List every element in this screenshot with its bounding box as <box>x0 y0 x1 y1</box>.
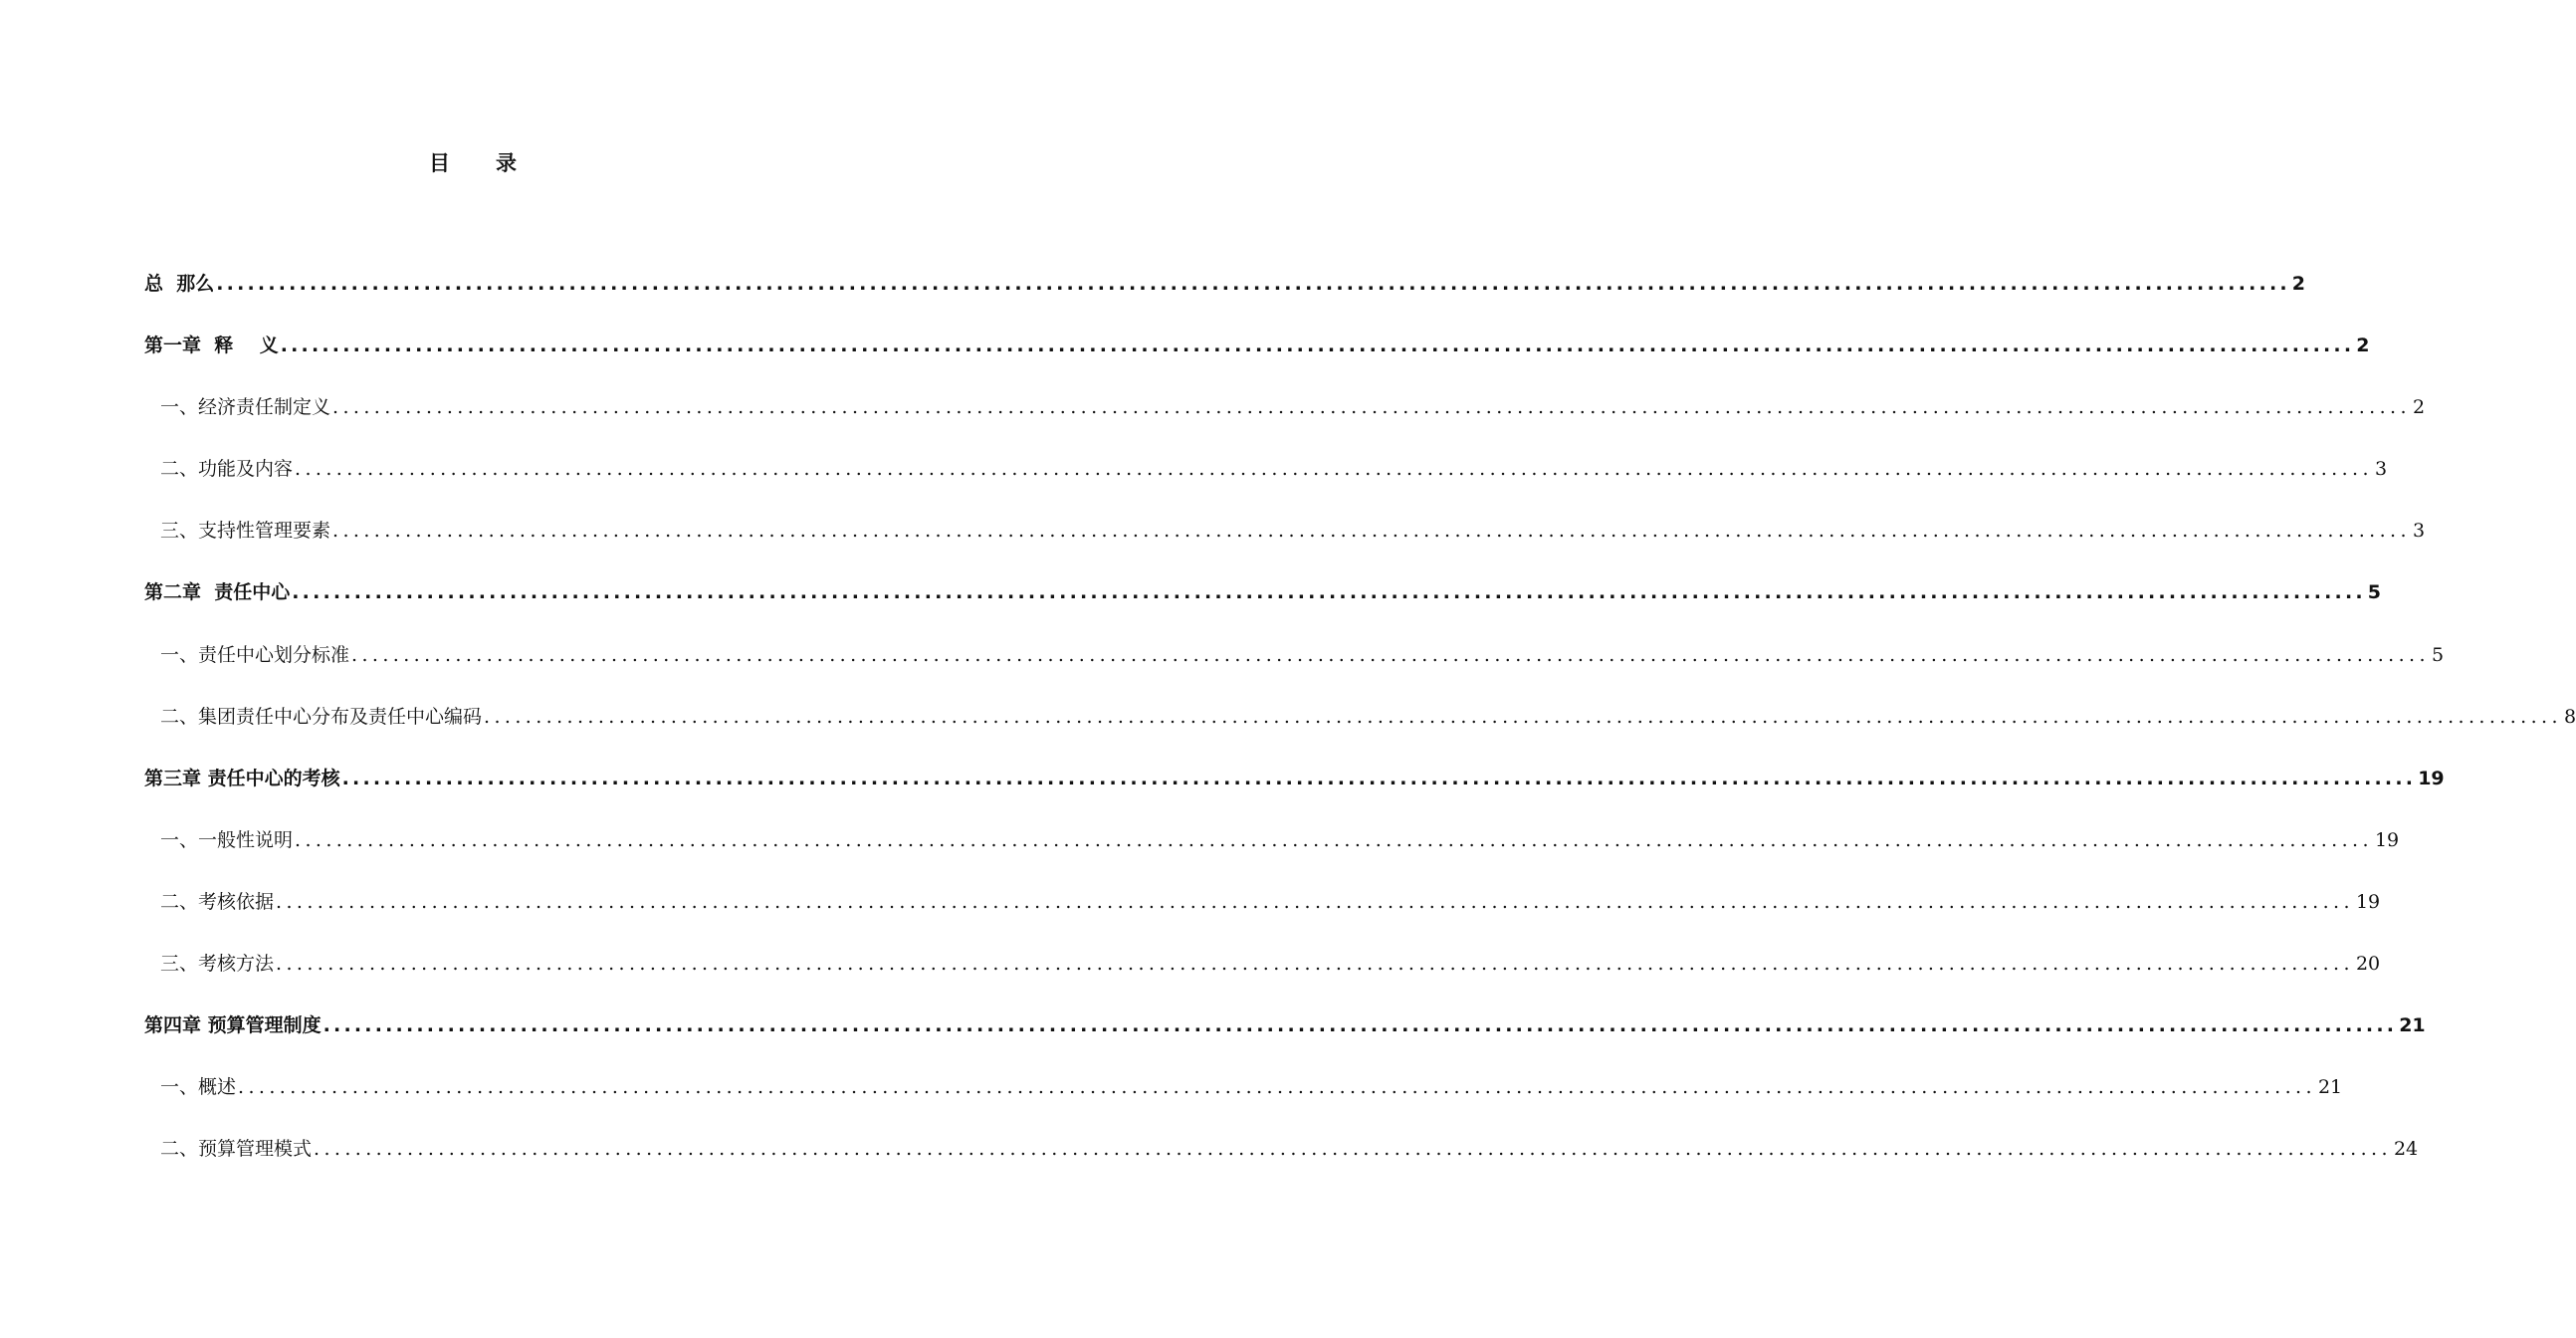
toc-page-number: 3 <box>2374 458 2388 481</box>
toc-page-number: 24 <box>2393 1138 2419 1161</box>
toc-dot-leader: ........................................................................................................................................................................................................ <box>351 643 2430 666</box>
toc-section-entry[interactable] <box>144 949 2381 1010</box>
toc-entry-label: 总 那么 <box>144 273 215 295</box>
toc-dot-leader: ........................................................................................................................................................................................................ <box>238 1076 2316 1099</box>
toc-dot-leader: ........................................................................................................................................................................................................ <box>341 767 2417 789</box>
toc-title <box>0 147 946 177</box>
toc-title-right: 录 <box>496 151 517 175</box>
toc-page-number: 19 <box>2374 828 2400 851</box>
toc-entry-label: 第三章 责任中心的考核 <box>144 767 340 789</box>
toc-page-number: 2 <box>2412 396 2426 419</box>
toc-section-entry[interactable] <box>144 702 2576 764</box>
toc-dot-leader: ........................................................................................................................................................................................................ <box>276 890 2354 913</box>
toc-chapter-entry[interactable] <box>144 331 2370 392</box>
toc-page-number: 2 <box>2291 273 2306 295</box>
toc-dot-leader: ........................................................................................................................................................................................................ <box>295 828 2373 851</box>
toc-entry-label: 一、责任中心划分标准 <box>160 643 350 666</box>
toc-entry-label: 一、经济责任制定义 <box>160 396 331 419</box>
toc-title-left: 目 <box>429 151 450 175</box>
toc-section-entry[interactable] <box>144 516 2426 577</box>
toc-section-entry[interactable] <box>144 640 2445 702</box>
toc-entry-label: 第二章 责任中心 <box>144 581 291 604</box>
toc-page-number: 19 <box>2418 767 2445 789</box>
toc-entry-label: 第一章 释 义 <box>144 334 279 357</box>
toc-dot-leader: ........................................................................................................................................................................................................ <box>216 273 2290 295</box>
toc-entry-label: 三、支持性管理要素 <box>160 520 331 543</box>
toc-chapter-entry[interactable] <box>144 764 2445 825</box>
toc-dot-leader: ........................................................................................................................................................................................................ <box>322 1014 2398 1037</box>
toc-page-number: 21 <box>2317 1076 2343 1099</box>
toc-page-number: 2 <box>2356 334 2370 357</box>
toc-entry-label: 二、功能及内容 <box>160 458 294 481</box>
toc-dot-leader: ........................................................................................................................................................................................................ <box>295 458 2373 481</box>
toc-section-entry[interactable] <box>144 1134 2419 1196</box>
toc-page-number: 20 <box>2355 953 2381 976</box>
toc-entry-label: 第四章 预算管理制度 <box>144 1014 322 1037</box>
toc-section-entry[interactable] <box>144 825 2400 887</box>
toc-section-entry[interactable] <box>144 392 2426 454</box>
toc-entry-label: 一、概述 <box>160 1076 237 1099</box>
toc-section-entry[interactable] <box>144 887 2381 949</box>
toc-entry-label: 二、集团责任中心分布及责任中心编码 <box>160 705 483 728</box>
toc-dot-leader: ........................................................................................................................................................................................................ <box>292 581 2366 604</box>
toc-section-entry[interactable] <box>144 454 2388 516</box>
toc-entry-label: 二、预算管理模式 <box>160 1138 313 1161</box>
toc-page-number: 5 <box>2367 581 2382 604</box>
toc-entry-label: 一、一般性说明 <box>160 828 294 851</box>
toc-page-number: 19 <box>2355 890 2381 913</box>
toc-chapter-entry[interactable] <box>144 269 2306 331</box>
toc-dot-leader: ........................................................................................................................................................................................................ <box>332 520 2411 543</box>
toc-page-number: 5 <box>2431 643 2445 666</box>
toc-dot-leader: ........................................................................................................................................................................................................ <box>484 705 2562 728</box>
toc-dot-leader: ........................................................................................................................................................................................................ <box>332 396 2411 419</box>
toc-chapter-entry[interactable] <box>144 1010 2426 1072</box>
toc-dot-leader: ........................................................................................................................................................................................................ <box>276 953 2354 976</box>
toc-entry-label: 二、考核依据 <box>160 890 275 913</box>
toc-list <box>144 269 2576 1196</box>
toc-page-number: 21 <box>2399 1014 2426 1037</box>
toc-entry-label: 三、考核方法 <box>160 953 275 976</box>
toc-dot-leader: ........................................................................................................................................................................................................ <box>280 334 2355 357</box>
toc-section-entry[interactable] <box>144 1072 2343 1134</box>
toc-chapter-entry[interactable] <box>144 577 2382 639</box>
toc-page-number: 8 <box>2563 705 2576 728</box>
toc-page-number: 3 <box>2412 520 2426 543</box>
toc-dot-leader: ........................................................................................................................................................................................................ <box>314 1138 2392 1161</box>
